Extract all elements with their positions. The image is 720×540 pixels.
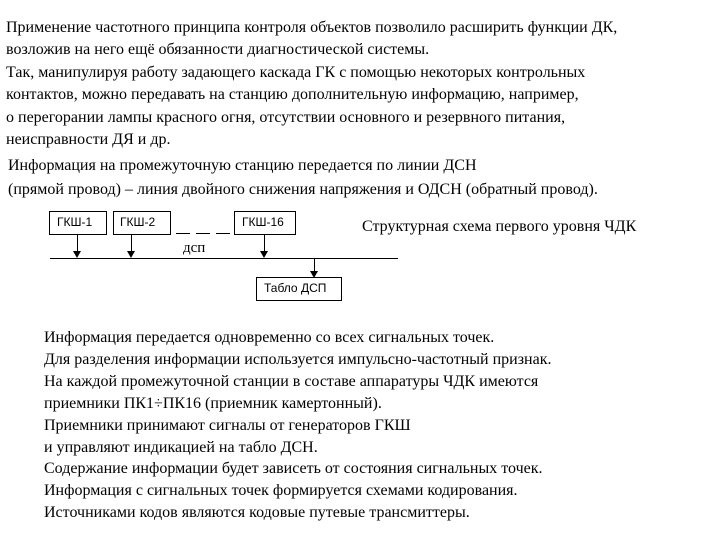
generator-label: ГКШ-16: [242, 215, 284, 229]
intro-line: контактов, можно передавать на станцию дополнительную информацию, например,: [6, 86, 579, 103]
ellipsis-dash: [176, 233, 190, 234]
generator-label: ГКШ-1: [57, 215, 93, 229]
generator-drop-line: [131, 234, 132, 251]
body-line: На каждой промежуточной станции в составе аппаратуры ЧДК имеются: [44, 373, 539, 390]
body-line: и управляют индикацией на табло ДСН.: [44, 439, 318, 456]
intro-line: о перегорании лампы красного огня, отсутствии основного и резервного питания,: [6, 109, 566, 126]
body-line: Информация с сигнальных точек формируется схемами кодирования.: [44, 482, 518, 499]
generator-drop-line: [77, 234, 78, 251]
ellipsis-dash: [216, 233, 230, 234]
body-line: Информация передается одновременно со всех сигнальных точек.: [44, 329, 495, 346]
line-label: дсп: [183, 240, 206, 256]
generator-label: ГКШ-2: [120, 215, 156, 229]
intro-line: возложив на него ещё обязанности диагностической системы.: [6, 41, 430, 58]
intro-line: Так, манипулируя работу задающего каскада ГК с помощью некоторых контрольных: [6, 64, 586, 81]
arrow-down-icon: [73, 251, 81, 258]
body-line: приемники ПК1÷ПК16 (приемник камертонный).: [44, 395, 382, 412]
dsn-line: [50, 258, 398, 259]
intro-line: Применение частотного принципа контроля объектов позволило расширить функции ДК,: [6, 19, 618, 36]
transfer-line: Информация на промежуточную станцию передается по линии ДСН: [8, 157, 477, 174]
generator-box-16: [234, 211, 296, 235]
board-feed-line: [314, 258, 315, 272]
diagram-caption: Структурная схема первого уровня ЧДК: [362, 218, 637, 235]
body-line: Для разделения информации используется импульсно-частотный признак.: [44, 351, 552, 368]
body-line: Источниками кодов являются кодовые путевые трансмиттеры.: [44, 504, 470, 521]
transfer-line: (прямой провод) – линия двойного снижения напряжения и ОДСН (обратный провод).: [8, 181, 598, 198]
body-line: Приемники принимают сигналы от генераторов ГКШ: [44, 417, 411, 434]
generator-box-2: [113, 211, 171, 235]
arrow-down-icon: [127, 251, 135, 258]
board-label: Табло ДСП: [264, 281, 327, 295]
generator-drop-line: [264, 234, 265, 251]
body-line: Содержание информации будет зависеть от состояния сигнальных точек.: [44, 460, 543, 477]
generator-box-1: [49, 211, 107, 235]
arrow-down-icon: [260, 251, 268, 258]
ellipsis-dash: [196, 233, 210, 234]
intro-line: неисправности ДЯ и др.: [6, 131, 171, 148]
board-box: [256, 277, 342, 301]
